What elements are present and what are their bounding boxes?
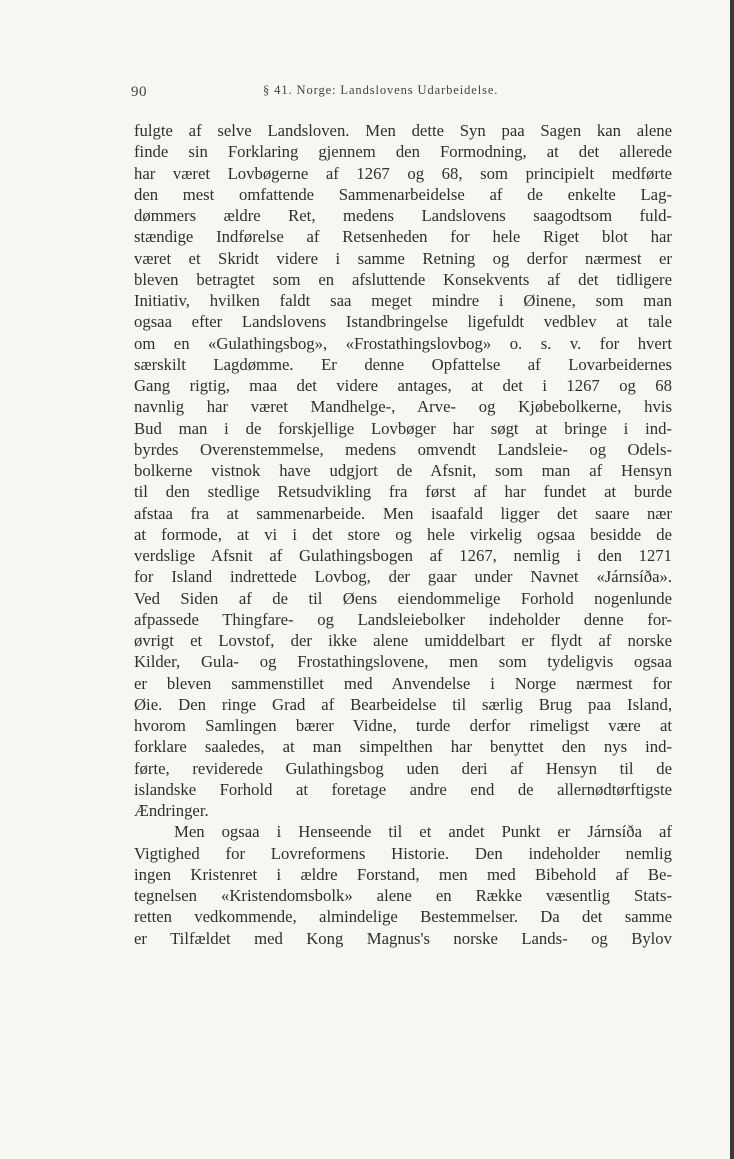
text-line: byrdes Overenstemmelse, medens omvendt Landsleie- og Odels- <box>134 439 672 459</box>
page-header <box>131 80 671 110</box>
text-line: finde sin Forklaring gjennem den Formodning, at det allerede <box>134 142 672 162</box>
text-line: forklare saaledes, at man simpelthen har benyttet den nys ind- <box>134 737 672 757</box>
text-line: tegnelsen «Kristendomsbolk» alene en Række væsentlig Stats- <box>134 886 672 905</box>
text-line: ingen Kristenret i ældre Forstand, men med Bibehold af Be- <box>134 864 672 884</box>
text-line: den mest omfattende Sammenarbeidelse af de enkelte Lag- <box>134 184 672 204</box>
text-line: at formode, at vi i det store og hele virkelig ogsaa besidde de <box>134 524 672 544</box>
text-line: Vigtighed for Lovreformens Historie. Den indeholder nemlig <box>134 843 672 863</box>
text-line: Kilder, Gula- og Frostathingslovene, men som tydeligvis ogsaa <box>134 652 672 672</box>
paragraph-start-line: Men ogsaa i Henseende til et andet Punkt er Járnsíða af <box>174 822 672 842</box>
text-line: om en «Gulathingsbog», «Frostathingslovbog» o. s. v. for hvert <box>134 333 672 353</box>
text-line: navnlig har været Mandhelge-, Arve- og Kjøbebolkerne, hvis <box>134 397 672 417</box>
text-line: fulgte af selve Landsloven. Men dette Syn paa Sagen kan alene <box>134 121 672 140</box>
text-line: bolkerne vistnok have udgjort de Afsnit, som man af Hensyn <box>134 461 672 480</box>
paragraph-end-line: Ændringer. <box>134 801 209 820</box>
text-line: bleven betragtet som en afsluttende Konsekvents af det tidligere <box>134 269 672 289</box>
text-line: Øie. Den ringe Grad af Bearbeidelse til særlig Brug paa Island, <box>134 694 672 714</box>
text-line: ogsaa efter Landslovens Istandbringelse ligefuldt vedblev at tale <box>134 312 672 332</box>
text-line: hvorom Samlingen bærer Vidne, turde derfor rimeligst være at <box>134 716 672 735</box>
text-line: Ved Siden af de til Øens eiendommelige Forhold nogenlunde <box>134 588 672 608</box>
text-line: islandske Forhold at foretage andre end de allernødtørftigste <box>134 779 672 799</box>
text-line: til den stedlige Retsudvikling fra først af har fundet at burde <box>134 482 672 502</box>
text-line: Bud man i de forskjellige Lovbøger har søgt at bringe i ind- <box>134 418 672 438</box>
text-line: afstaa fra at sammenarbeide. Men isaafald ligger det saare nær <box>134 503 672 523</box>
text-line: Gang rigtig, maa det videre antages, at det i 1267 og 68 <box>134 376 672 395</box>
page-number: 90 <box>131 84 147 100</box>
text-line: verdslige Afsnit af Gulathingsbogen af 1267, nemlig i den 1271 <box>134 546 672 565</box>
text-line: retten vedkommende, almindelige Bestemmelser. Da det samme <box>134 907 672 927</box>
text-line: for Island indrettede Lovbog, der gaar under Navnet «Járnsíða». <box>134 567 672 587</box>
text-line: førte, reviderede Gulathingsbog uden deri af Hensyn til de <box>134 758 672 778</box>
text-line: er Tilfældet med Kong Magnus's norske Lands- og Bylov <box>134 928 672 948</box>
text-line: Initiativ, hvilken faldt saa meget mindre i Øinene, som man <box>134 291 672 310</box>
text-line: øvrigt et Lovstof, der ikke alene umiddelbart er flydt af norske <box>134 631 672 650</box>
text-line: har været Lovbøgerne af 1267 og 68, som principielt medførte <box>134 163 672 183</box>
text-line: særskilt Lagdømme. Er denne Opfattelse af Lovarbeidernes <box>134 354 672 374</box>
text-line: været et Skridt videre i samme Retning og derfor nærmest er <box>134 248 672 268</box>
running-head: § 41. Norge: Landslovens Udarbeidelse. <box>263 83 499 97</box>
text-line: afpassede Thingfare- og Landsleiebolker indeholder denne for- <box>134 609 672 629</box>
text-line: dømmers ældre Ret, medens Landslovens saagodtsom fuld- <box>134 206 672 225</box>
body-text <box>134 120 672 949</box>
text-line: er bleven sammenstillet med Anvendelse i Norge nærmest for <box>134 673 672 693</box>
text-line: stændige Indførelse af Retsenheden for hele Riget blot har <box>134 227 672 247</box>
